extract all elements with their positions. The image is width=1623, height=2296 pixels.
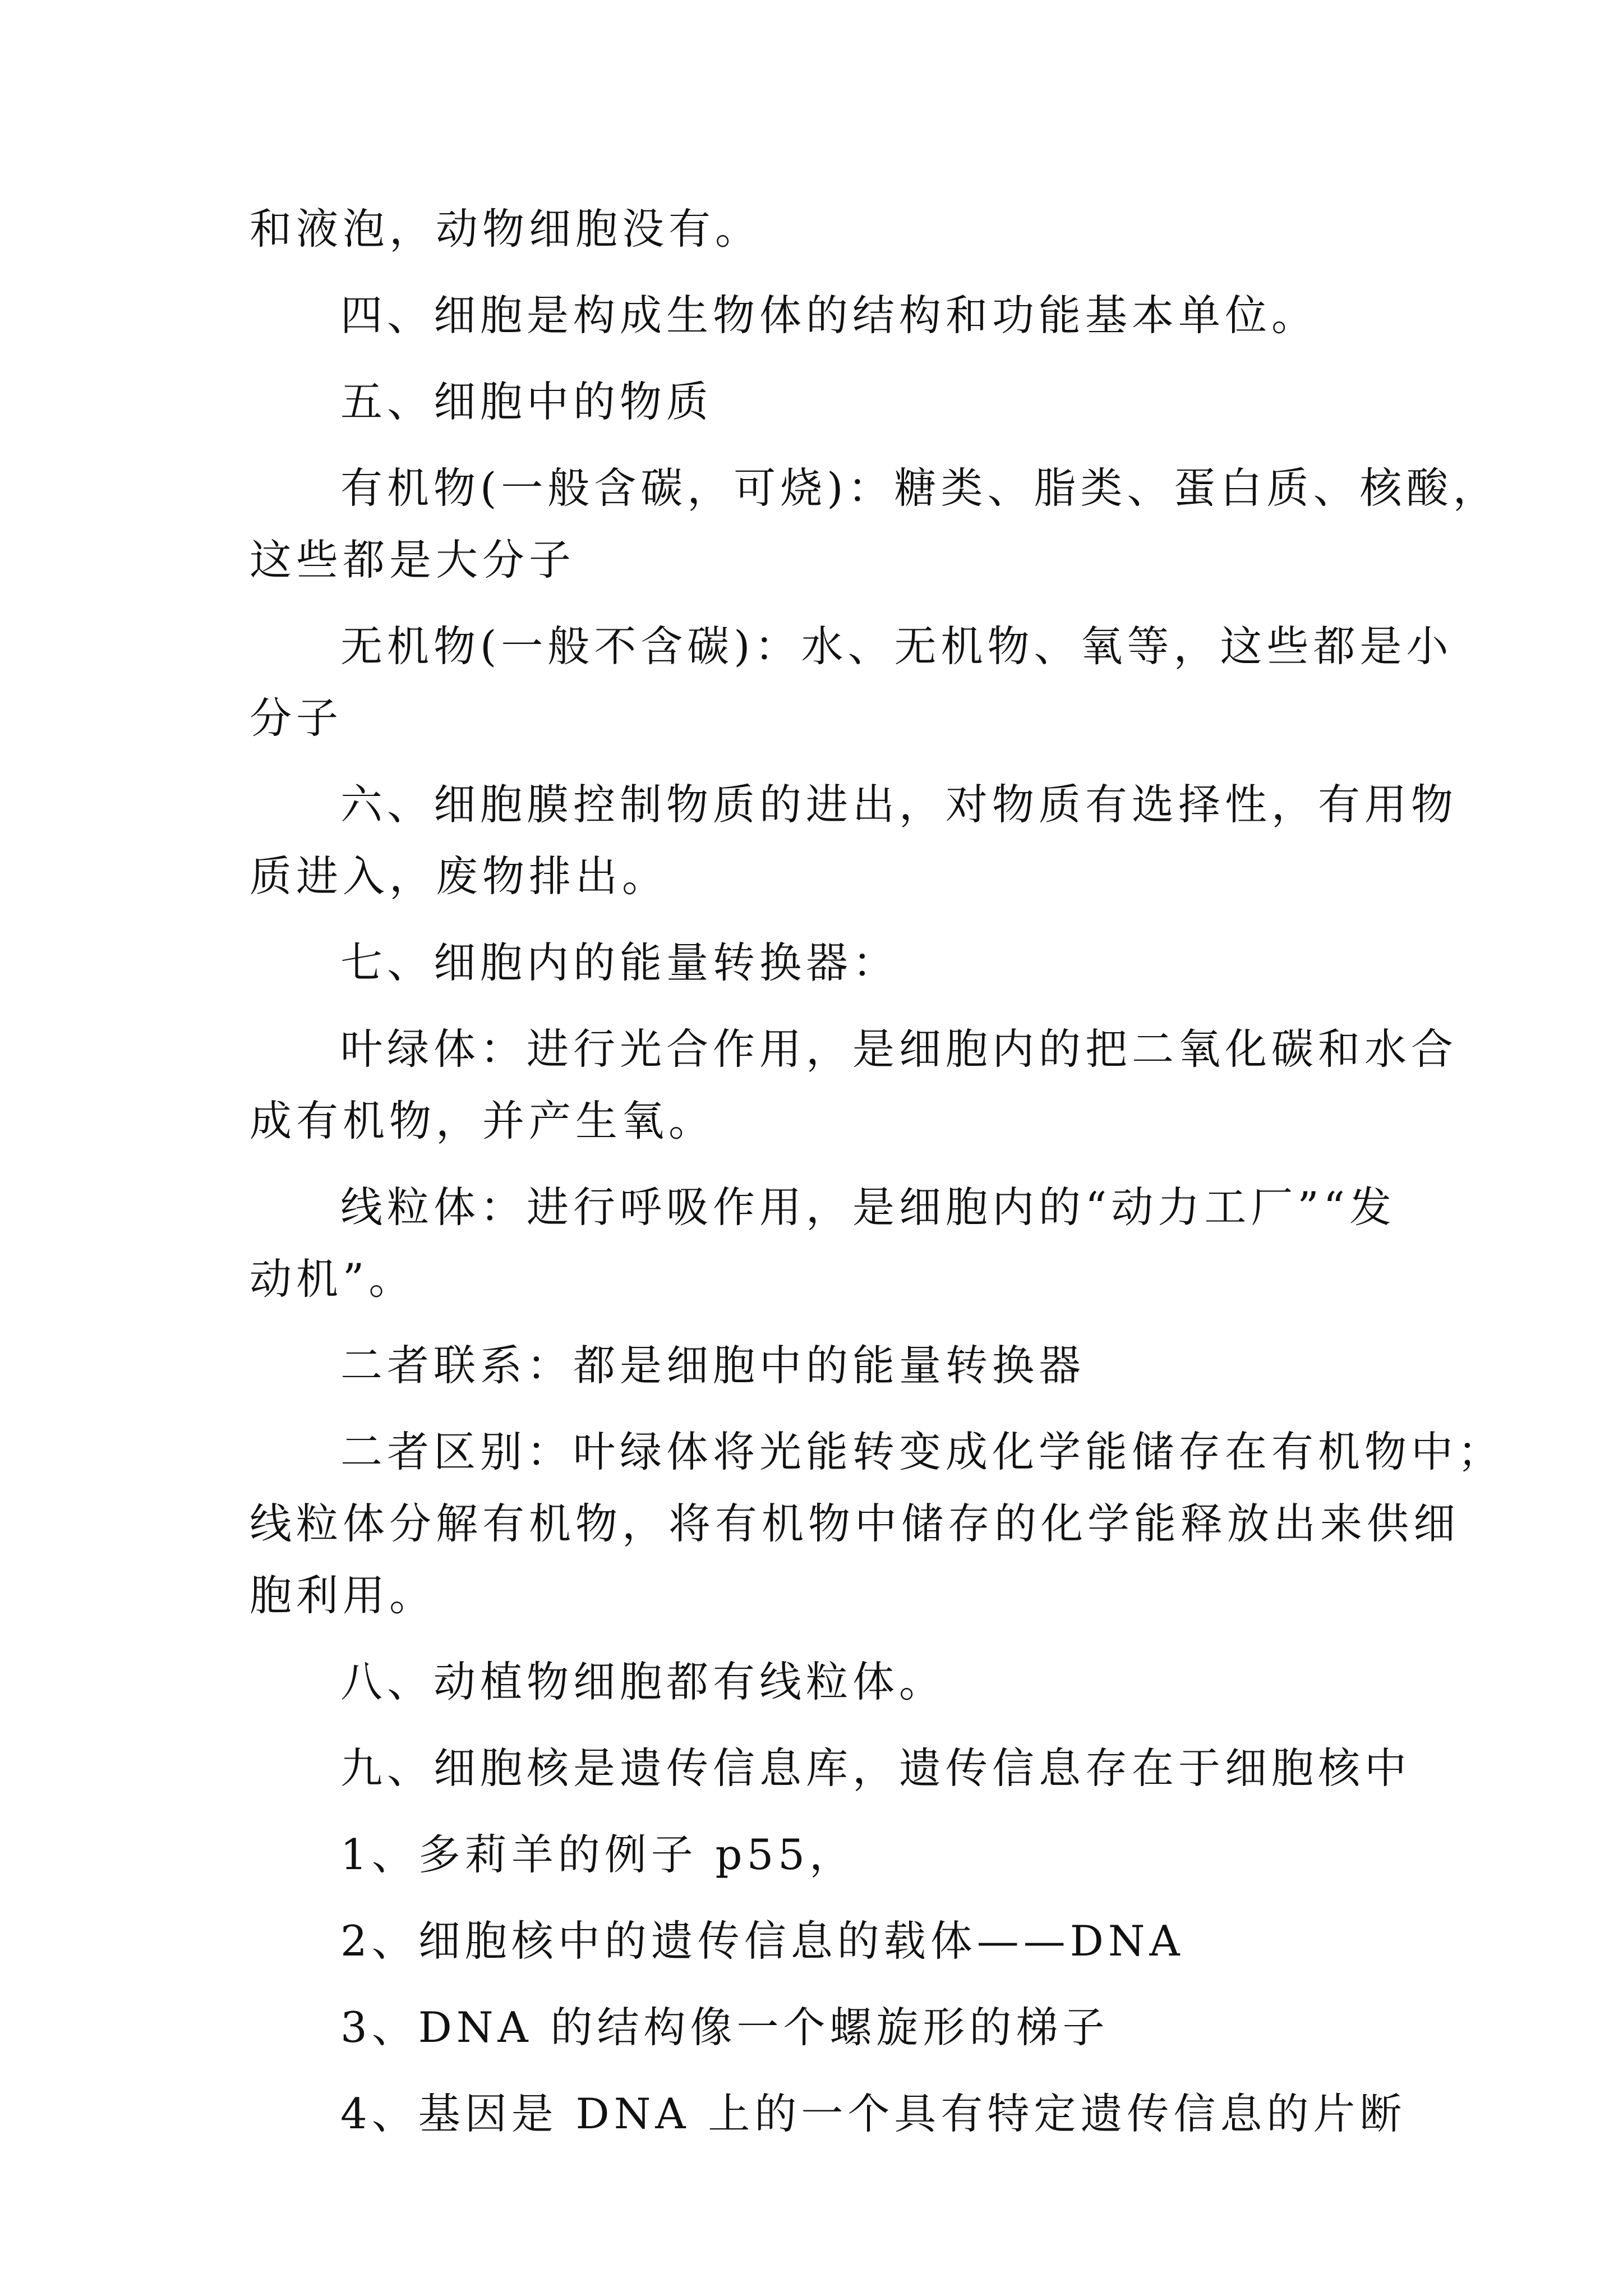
text-line: 四、细胞是构成生物体的结构和功能基本单位。: [340, 291, 1318, 340]
text-line: 3、DNA 的结构像一个螺旋形的梯子: [340, 2003, 1109, 2052]
text-line: 胞利用。: [250, 1571, 436, 1620]
document-body: [250, 204, 1505, 2179]
text-line: 七、细胞内的能量转换器：: [340, 938, 900, 987]
text-line: 有机物(一般含碳，可烧)：糖类、脂类、蛋白质、核酸，: [340, 463, 1500, 513]
text-line: 二者联系：都是细胞中的能量转换器: [340, 1341, 1086, 1390]
text-line: 线粒体分解有机物，将有机物中储存的化学能释放出来供细: [250, 1499, 1460, 1548]
text-line: 无机物(一般不含碳)：水、无机物、氧等，这些都是小: [340, 622, 1453, 671]
text-line: 叶绿体：进行光合作用，是细胞内的把二氧化碳和水合: [340, 1024, 1458, 1074]
text-line: 动机”。: [250, 1254, 416, 1304]
text-line: 二者区别：叶绿体将光能转变成化学能储存在有机物中；: [340, 1427, 1505, 1476]
text-line: 六、细胞膜控制物质的进出，对物质有选择性，有用物: [340, 780, 1458, 829]
text-line: 八、动植物细胞都有线粒体。: [340, 1657, 946, 1706]
text-line: 五、细胞中的物质: [340, 377, 713, 426]
text-line: 分子: [250, 693, 343, 743]
text-line: 和液泡，动物细胞没有。: [250, 204, 762, 254]
text-line: 2、细胞核中的遗传信息的载体——DNA: [340, 1916, 1184, 1966]
text-line: 4、基因是 DNA 上的一个具有特定遗传信息的片断: [340, 2089, 1407, 2138]
text-line: 线粒体：进行呼吸作用，是细胞内的“动力工厂”“发: [340, 1182, 1396, 1232]
text-line: 成有机物，并产生氧。: [250, 1096, 716, 1145]
text-line: 1、多莉羊的例子 p55，: [340, 1830, 856, 1879]
text-line: 九、细胞核是遗传信息库，遗传信息存在于细胞核中: [340, 1743, 1412, 1793]
text-line: 这些都是大分子: [250, 535, 576, 585]
text-line: 质进入，废物排出。: [250, 852, 669, 901]
